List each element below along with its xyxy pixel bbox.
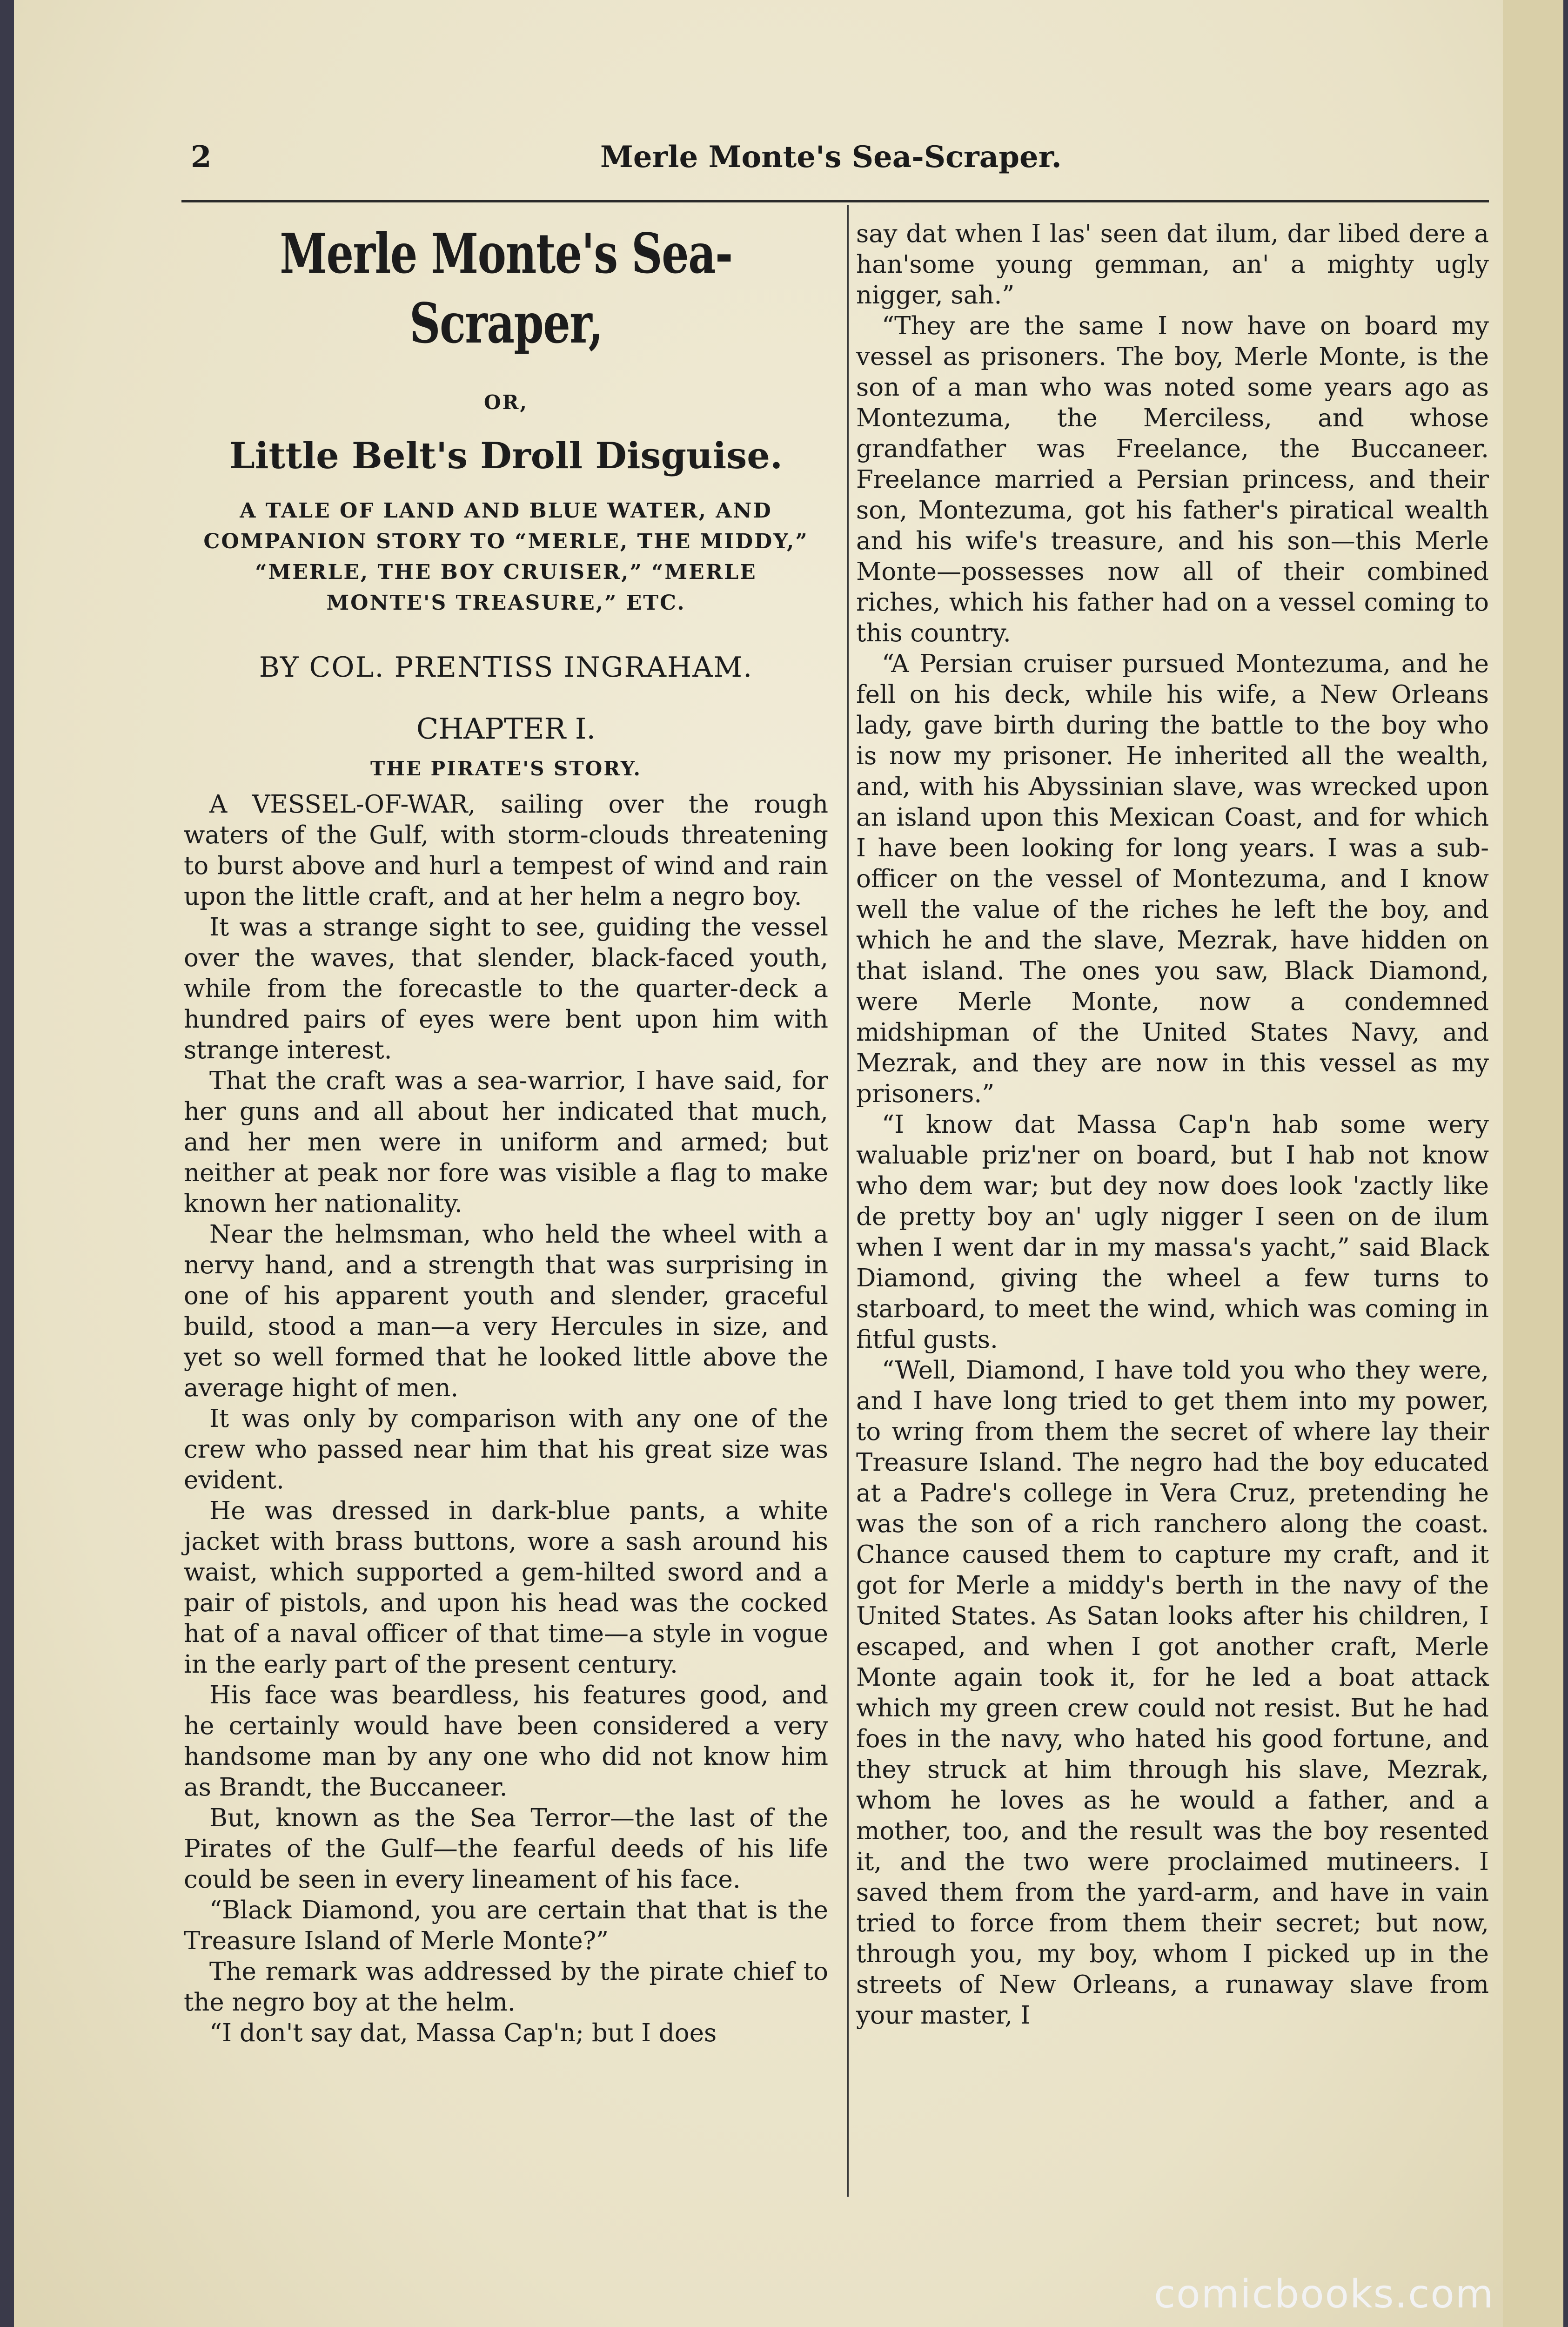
story-tagline: A TALE OF LAND AND BLUE WATER, AND COMPANION STORY TO “MERLE, THE MIDDY,” “MERLE, THE BOY CRUISER,” “MERLE MONTE'S TREASURE,” ETC. (203, 499, 809, 615)
left-column-body (184, 789, 828, 2049)
paragraph: A VESSEL-OF-WAR, sailing over the rough waters of the Gulf, with storm-clouds threatening to burst above and hurl a tempest of wind and rain upon the little craft, and at her helm a negro boy. (184, 790, 828, 911)
paragraph: It was a strange sight to see, guiding the vessel over the waves, that slender, black-faced youth, while from the forecastle to the quarter-deck a hundred pairs of eyes were bent upon him with strange interest. (184, 913, 828, 1064)
paragraph: “They are the same I now have on board my vessel as prisoners. The boy, Merle Monte, is the son of a man who was noted some years ago as Montezuma, the Merciless, and whose grandfather was Freelance, the Buccaneer. Freelance married a Persian princess, and their son, Montezuma, got his father's piratical wealth and his wife's treasure, and his son—this Merle Monte—possesses now all of their combined riches, which his father had on a vessel coming to this country. (856, 312, 1489, 647)
watermark: comicbooks.com (1154, 2271, 1494, 2317)
paragraph: “I don't say dat, Massa Cap'n; but I does (209, 2019, 717, 2047)
paragraph: He was dressed in dark-blue pants, a white jacket with brass buttons, wore a sash around his waist, which supported a gem-hilted sword and a pair of pistols, and upon his head was the cocked hat of a naval officer of that time—a style in vogue in the early part of the present century. (184, 1497, 828, 1679)
paragraph: That the craft was a sea-warrior, I have said, for her guns and all about her indicated that much, and her men were in uniform and armed; but neither at peak nor fore was visible a flag to make known her nationality. (184, 1067, 828, 1218)
header-rule (181, 200, 1489, 202)
page-header (172, 140, 1489, 182)
chapter-heading: CHAPTER I. (416, 712, 596, 746)
running-title: Merle Monte's Sea-Scraper. (600, 140, 1062, 175)
page-edge (1503, 0, 1563, 2327)
paragraph: say dat when I las' seen dat ilum, dar libed dere a han'some young gemman, an' a mighty ugly nigger, sah.” (856, 220, 1489, 309)
paragraph: “I know dat Massa Cap'n hab some wery waluable priz'ner on board, but I hab not know who dem war; but dey now does look 'zactly like de pretty boy an' ugly nigger I seen on de ilum when I went dar in my massa's yacht,” said Black Diamond, giving the wheel a few turns to starboard, to meet the wind, which was coming in fitful gusts. (856, 1110, 1489, 1354)
paragraph: The remark was addressed by the pirate chief to the negro boy at the helm. (184, 1957, 828, 2017)
paragraph: “Black Diamond, you are certain that that is the Treasure Island of Merle Monte?” (184, 1896, 828, 1955)
story-subtitle: Little Belt's Droll Disguise. (229, 435, 783, 477)
paragraph: “Well, Diamond, I have told you who they were, and I have long tried to get them into my power, to wring from them the secret of where lay their Treasure Island. The negro had the boy educated at a Padre's college in Vera Cruz, pretending he was the son of a rich ranchero along the coast. Chance caused them to capture my craft, and it got for Merle a middy's berth in the navy of the United States. As Satan looks after his children, I escaped, and when I got another craft, Merle Monte again took it, for he led a boat attack which my green crew could not resist. But he had foes in the navy, who hated his good fortune, and they struck at him through his slave, Mezrak, whom he loves as he would a father, and a mother, too, and the result was the boy resented it, and the two were proclaimed mutineers. I saved them from the yard-arm, and have in vain tried to force from them their secret; but now, through you, my boy, whom I picked up in the streets of New Orleans, a runaway slave from your master, I (856, 1356, 1489, 2030)
paragraph: It was only by comparison with any one of the crew who passed near him that his great size was evident. (184, 1405, 828, 1494)
author-byline: BY COL. PRENTISS INGRAHAM. (259, 651, 753, 684)
right-column-body (856, 219, 1489, 2031)
paragraph: “A Persian cruiser pursued Montezuma, and he fell on his deck, while his wife, a New Orleans lady, gave birth during the battle to the boy who is now my prisoner. He inherited all the wealth, and, with his Abyssinian slave, was wrecked upon an island upon this Mexican Coast, and for which I have been looking for long years. I was a sub-officer on the vessel of Montezuma, and I know well the value of the riches he left the boy, and which he and the slave, Mezrak, have hidden on that island. The ones you saw, Black Diamond, were Merle Monte, now a condemned midshipman of the United States Navy, and Mezrak, and they are now in this vessel as my prisoners.” (856, 650, 1489, 1108)
paragraph: His face was beardless, his features good, and he certainly would have been considered a very handsome man by any one who did not know him as Brandt, the Buccaneer. (184, 1681, 828, 1802)
paragraph: Near the helmsman, who held the wheel with a nervy hand, and a strength that was surprising in one of his apparent youth and slender, graceful build, stood a man—a very Hercules in size, and yet so well formed that he looked little above the average hight of men. (184, 1220, 828, 1402)
right-column (856, 219, 1489, 2031)
chapter-title: THE PIRATE'S STORY. (370, 757, 642, 780)
title-or: OR, (483, 391, 529, 414)
column-divider (847, 205, 849, 2197)
left-column (184, 219, 828, 2049)
page-number: 2 (191, 140, 212, 175)
paragraph: But, known as the Sea Terror—the last of the Pirates of the Gulf—the fearful deeds of his life could be seen in every lineament of his face. (184, 1804, 828, 1894)
story-title: Merle Monte's Sea-Scraper, (280, 221, 732, 356)
